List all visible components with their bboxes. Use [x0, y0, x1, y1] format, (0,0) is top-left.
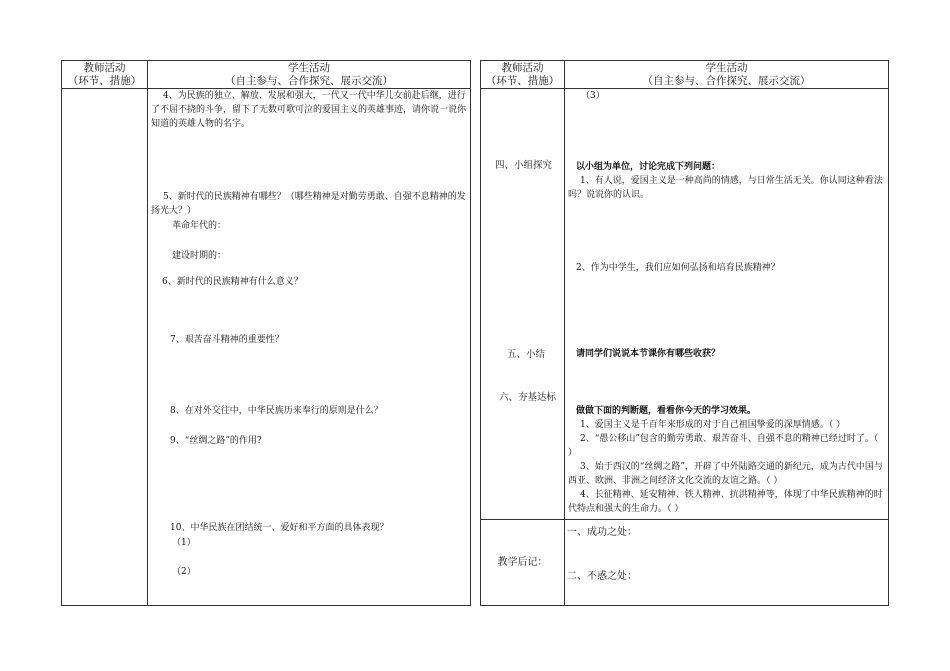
- question-10b: （2）: [172, 567, 196, 577]
- right-table: [480, 60, 889, 606]
- judge-item-4: 4、长征精神、延安精神、铁人精神、抗洪精神等，体现了中华民族精神的时代特点和强大的生命力。（ ）: [568, 490, 883, 514]
- group-question-1: 1、有人说，爱国主义是一种高尚的情感，与日常生活无关。你认同这种看法吗？说说你的认识。: [568, 176, 883, 200]
- question-4: 4、为民族的独立、解放、发展和强大，一代又一代中华儿女前赴后继，进行了不屈不挠的斗争，留下了无数可歌可泣的爱国主义的英雄事迹，请你说一说你知道的英雄人物的名字。: [151, 91, 467, 129]
- header-text: 教师活动: [83, 61, 126, 74]
- section-summary: 五、小结: [507, 349, 546, 360]
- right-student-header: [565, 61, 889, 89]
- header-text: 学生活动: [288, 61, 330, 74]
- group-task-title: 以小组为单位，讨论完成下列问题：: [576, 162, 721, 172]
- header-text: （自主参与、合作探究、展示交流）: [642, 74, 811, 87]
- judge-item-2: 2、“愚公移山”包含的勤劳勇敢、艰苦奋斗、自强不息的精神已经过时了。（ ）: [568, 434, 879, 458]
- group-question-2: 2、作为中学生，我们应如何弘扬和培育民族精神？: [576, 263, 780, 273]
- notes-success: 一、成功之处：: [567, 527, 637, 538]
- judge-title: 做做下面的判断题，看看你今天的学习效果。: [576, 406, 757, 416]
- right-teacher-header: [481, 61, 565, 89]
- question-9: 9、“丝绸之路”的作用?: [170, 436, 262, 446]
- left-teacher-cell: [62, 89, 148, 606]
- item-3: （3）: [581, 91, 605, 101]
- question-8: 8、在对外交往中，中华民族历来奉行的原则是什么？: [170, 406, 383, 416]
- header-text: 教师活动: [501, 61, 544, 74]
- header-text: 学生活动: [705, 61, 748, 74]
- judge-item-1: 1、爱国主义是千百年来形成的对于自己祖国挚爱的深厚情感。（ ）: [580, 420, 846, 430]
- header-text: （环节、措施）: [67, 74, 142, 87]
- left-student-header: [148, 61, 471, 89]
- header-text: （环节、措施）: [485, 74, 560, 87]
- summary-prompt: 请同学们说说本节课你有哪些收获？: [576, 349, 721, 359]
- judge-item-3: 3、始于西汉的“丝绸之路”，开辟了中外陆路交通的新纪元，成为古代中国与西亚、欧洲、非洲之间经济文化交流的友谊之路。（ ）: [568, 462, 883, 486]
- section-practice: 六、夯基达标: [499, 392, 557, 403]
- teaching-notes-label: 教学后记：: [481, 520, 565, 606]
- question-6: 6、新时代的民族精神有什么意义？: [162, 277, 303, 287]
- teaching-notes-cell: [565, 520, 889, 606]
- left-table: [61, 60, 471, 606]
- left-student-cell: [148, 89, 471, 606]
- section-group-inquiry: 四、小组探究: [495, 160, 553, 171]
- question-10: 10、中华民族在团结统一、爱好和平方面的具体表现？: [170, 523, 389, 533]
- right-student-cell: [565, 89, 889, 520]
- question-10a: （1）: [172, 538, 196, 548]
- question-5a: 革命年代的：: [172, 221, 227, 231]
- question-5: 5、新时代的民族精神有哪些？（哪些精神是对勤劳勇敢、自强不息精神的发扬光大？）: [151, 192, 466, 216]
- question-5b: 建设时期的：: [172, 251, 227, 261]
- notes-confused: 二、不惑之处：: [567, 571, 637, 582]
- right-teacher-cell: [481, 89, 565, 520]
- header-text: （自主参与、合作探究、展示交流）: [225, 74, 393, 87]
- left-teacher-header: [62, 61, 148, 89]
- question-7: 7、艰苦奋斗精神的重要性？: [170, 335, 284, 345]
